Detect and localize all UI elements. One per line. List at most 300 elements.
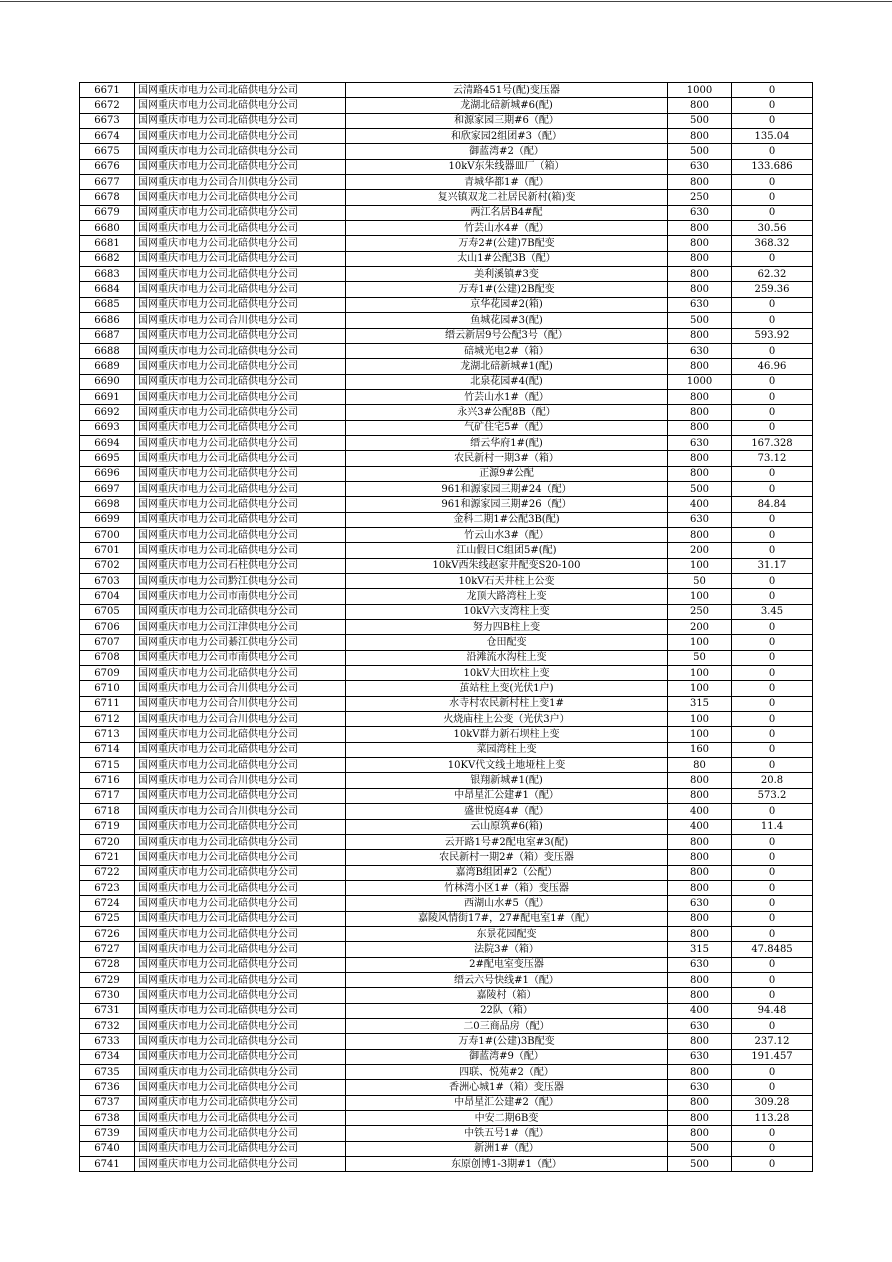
capacity-value: 800	[668, 880, 732, 895]
company-name: 国网重庆市电力公司黔江供电分公司	[135, 574, 346, 589]
load-value: 0	[732, 98, 813, 113]
transformer-name: 盛世悦庭4#（配）	[346, 804, 668, 819]
transformer-name: 云开路1号#2配电室#3(配)	[346, 834, 668, 849]
load-value: 0	[732, 83, 813, 98]
table-row	[80, 83, 813, 98]
load-value: 84.84	[732, 497, 813, 512]
row-index: 6703	[80, 574, 135, 589]
capacity-value: 500	[668, 1141, 732, 1156]
row-index: 6726	[80, 926, 135, 941]
capacity-value: 800	[668, 1111, 732, 1126]
transformer-name: 2#配电室变压器	[346, 957, 668, 972]
row-index: 6737	[80, 1095, 135, 1110]
row-index: 6697	[80, 481, 135, 496]
capacity-value: 630	[668, 435, 732, 450]
transformer-name: 鱼城花园#3(配)	[346, 313, 668, 328]
capacity-value: 500	[668, 313, 732, 328]
load-value: 0	[732, 1065, 813, 1080]
table-row	[80, 389, 813, 404]
company-name: 国网重庆市电力公司北碚供电分公司	[135, 666, 346, 681]
transformer-name: 缙云华府1#(配)	[346, 435, 668, 450]
row-index: 6693	[80, 420, 135, 435]
company-name: 国网重庆市电力公司合川供电分公司	[135, 712, 346, 727]
table-row	[80, 497, 813, 512]
capacity-value: 630	[668, 1080, 732, 1095]
capacity-value: 800	[668, 850, 732, 865]
transformer-name: 云山原筑#6(箱)	[346, 819, 668, 834]
load-value: 0	[732, 343, 813, 358]
transformer-name: 正源9#公配	[346, 466, 668, 481]
row-index: 6727	[80, 942, 135, 957]
load-value: 0	[732, 543, 813, 558]
capacity-value: 800	[668, 221, 732, 236]
capacity-value: 800	[668, 405, 732, 420]
table-row	[80, 819, 813, 834]
transformer-name: 法院3#（箱）	[346, 942, 668, 957]
company-name: 国网重庆市电力公司北碚供电分公司	[135, 359, 346, 374]
transformer-name: 10KV代文线土地垭柱上变	[346, 758, 668, 773]
transformer-name: 嘉湾B组团#2（公配）	[346, 865, 668, 880]
transformer-name: 气矿住宅5#（配）	[346, 420, 668, 435]
table-row	[80, 896, 813, 911]
company-name: 国网重庆市电力公司北碚供电分公司	[135, 144, 346, 159]
transformer-name: 四联、悦苑#2（配）	[346, 1065, 668, 1080]
table-row	[80, 926, 813, 941]
table-row	[80, 328, 813, 343]
row-index: 6733	[80, 1034, 135, 1049]
transformer-name: 万寿1#(公建)2B配变	[346, 282, 668, 297]
load-value: 94.48	[732, 1003, 813, 1018]
transformer-name: 西湖山水#5（配）	[346, 896, 668, 911]
row-index: 6706	[80, 620, 135, 635]
capacity-value: 100	[668, 681, 732, 696]
table-row	[80, 1157, 813, 1172]
capacity-value: 800	[668, 420, 732, 435]
company-name: 国网重庆市电力公司北碚供电分公司	[135, 926, 346, 941]
capacity-value: 250	[668, 190, 732, 205]
row-index: 6738	[80, 1111, 135, 1126]
table-row	[80, 144, 813, 159]
table-row	[80, 758, 813, 773]
load-value: 309.28	[732, 1095, 813, 1110]
capacity-value: 1000	[668, 83, 732, 98]
row-index: 6716	[80, 773, 135, 788]
company-name: 国网重庆市电力公司北碚供电分公司	[135, 159, 346, 174]
capacity-value: 630	[668, 896, 732, 911]
company-name: 国网重庆市电力公司北碚供电分公司	[135, 497, 346, 512]
row-index: 6718	[80, 804, 135, 819]
transformer-name: 10kV六支湾柱上变	[346, 604, 668, 619]
row-index: 6695	[80, 451, 135, 466]
capacity-value: 800	[668, 251, 732, 266]
row-index: 6683	[80, 267, 135, 282]
company-name: 国网重庆市电力公司北碚供电分公司	[135, 1126, 346, 1141]
table-row	[80, 589, 813, 604]
load-value: 0	[732, 527, 813, 542]
row-index: 6710	[80, 681, 135, 696]
load-value: 46.96	[732, 359, 813, 374]
row-index: 6672	[80, 98, 135, 113]
load-value: 0	[732, 742, 813, 757]
transformer-name: 二0三商品房（配）	[346, 1018, 668, 1033]
capacity-value: 315	[668, 942, 732, 957]
company-name: 国网重庆市电力公司北碚供电分公司	[135, 527, 346, 542]
transformer-name: 缙云新居9号公配3号（配）	[346, 328, 668, 343]
company-name: 国网重庆市电力公司北碚供电分公司	[135, 988, 346, 1003]
load-value: 11.4	[732, 819, 813, 834]
transformer-name: 新洲1#（配）	[346, 1141, 668, 1156]
load-value: 0	[732, 1141, 813, 1156]
load-value: 167.328	[732, 435, 813, 450]
row-index: 6704	[80, 589, 135, 604]
load-value: 47.8485	[732, 942, 813, 957]
table-body	[80, 83, 813, 1172]
table-row	[80, 435, 813, 450]
table-row	[80, 666, 813, 681]
company-name: 国网重庆市电力公司北碚供电分公司	[135, 420, 346, 435]
capacity-value: 800	[668, 1095, 732, 1110]
load-value: 20.8	[732, 773, 813, 788]
capacity-value: 80	[668, 758, 732, 773]
table-row	[80, 1065, 813, 1080]
company-name: 国网重庆市电力公司北碚供电分公司	[135, 788, 346, 803]
row-index: 6721	[80, 850, 135, 865]
row-index: 6723	[80, 880, 135, 895]
company-name: 国网重庆市电力公司北碚供电分公司	[135, 850, 346, 865]
load-value: 0	[732, 865, 813, 880]
transformer-name: 香洲心城1#（箱）变压器	[346, 1080, 668, 1095]
company-name: 国网重庆市电力公司北碚供电分公司	[135, 1141, 346, 1156]
capacity-value: 800	[668, 1034, 732, 1049]
transformer-name: 御蓝湾#9（配）	[346, 1049, 668, 1064]
table-row	[80, 527, 813, 542]
load-value: 0	[732, 620, 813, 635]
transformer-name: 嘉陵风情街17#，27#配电室1#（配）	[346, 911, 668, 926]
transformer-name: 10kV东朱线器皿厂（箱）	[346, 159, 668, 174]
row-index: 6689	[80, 359, 135, 374]
capacity-value: 800	[668, 911, 732, 926]
row-index: 6735	[80, 1065, 135, 1080]
transformer-name: 京华花园#2(箱)	[346, 297, 668, 312]
transformer-name: 江山假日C组团5#(配)	[346, 543, 668, 558]
capacity-value: 800	[668, 773, 732, 788]
company-name: 国网重庆市电力公司合川供电分公司	[135, 804, 346, 819]
company-name: 国网重庆市电力公司北碚供电分公司	[135, 880, 346, 895]
row-index: 6676	[80, 159, 135, 174]
row-index: 6708	[80, 650, 135, 665]
transformer-name: 嘉陵村（箱）	[346, 988, 668, 1003]
table-row	[80, 451, 813, 466]
table-row	[80, 880, 813, 895]
row-index: 6712	[80, 712, 135, 727]
capacity-value: 1000	[668, 374, 732, 389]
row-index: 6724	[80, 896, 135, 911]
load-value: 135.04	[732, 129, 813, 144]
capacity-value: 630	[668, 343, 732, 358]
row-index: 6719	[80, 819, 135, 834]
load-value: 0	[732, 405, 813, 420]
load-value: 0	[732, 988, 813, 1003]
row-index: 6677	[80, 175, 135, 190]
transformer-name: 努力四B柱上变	[346, 620, 668, 635]
row-index: 6694	[80, 435, 135, 450]
table-row	[80, 712, 813, 727]
load-value: 573.2	[732, 788, 813, 803]
transformer-name: 青城华都1#（配）	[346, 175, 668, 190]
capacity-value: 630	[668, 159, 732, 174]
company-name: 国网重庆市电力公司北碚供电分公司	[135, 742, 346, 757]
load-value: 133.686	[732, 159, 813, 174]
row-index: 6674	[80, 129, 135, 144]
capacity-value: 800	[668, 129, 732, 144]
company-name: 国网重庆市电力公司北碚供电分公司	[135, 221, 346, 236]
load-value: 0	[732, 834, 813, 849]
capacity-value: 100	[668, 558, 732, 573]
load-value: 0	[732, 696, 813, 711]
transformer-name: 农民新村一期3#（箱）	[346, 451, 668, 466]
row-index: 6709	[80, 666, 135, 681]
table-row	[80, 942, 813, 957]
company-name: 国网重庆市电力公司北碚供电分公司	[135, 129, 346, 144]
row-index: 6673	[80, 113, 135, 128]
row-index: 6684	[80, 282, 135, 297]
transformer-name: 茧站柱上变(光伏1户)	[346, 681, 668, 696]
capacity-value: 400	[668, 804, 732, 819]
row-index: 6701	[80, 543, 135, 558]
row-index: 6720	[80, 834, 135, 849]
transformer-table	[79, 82, 813, 1172]
row-index: 6691	[80, 389, 135, 404]
row-index: 6699	[80, 512, 135, 527]
row-index: 6734	[80, 1049, 135, 1064]
capacity-value: 800	[668, 1126, 732, 1141]
load-value: 0	[732, 466, 813, 481]
table-row	[80, 604, 813, 619]
company-name: 国网重庆市电力公司北碚供电分公司	[135, 466, 346, 481]
load-value: 0	[732, 712, 813, 727]
company-name: 国网重庆市电力公司北碚供电分公司	[135, 205, 346, 220]
table-row	[80, 620, 813, 635]
load-value: 0	[732, 251, 813, 266]
company-name: 国网重庆市电力公司北碚供电分公司	[135, 374, 346, 389]
table-row	[80, 1111, 813, 1126]
capacity-value: 800	[668, 282, 732, 297]
capacity-value: 800	[668, 98, 732, 113]
transformer-name: 10kV大田坎柱上变	[346, 666, 668, 681]
capacity-value: 100	[668, 635, 732, 650]
row-index: 6680	[80, 221, 135, 236]
capacity-value: 500	[668, 1157, 732, 1172]
row-index: 6729	[80, 972, 135, 987]
capacity-value: 100	[668, 666, 732, 681]
row-index: 6696	[80, 466, 135, 481]
company-name: 国网重庆市电力公司北碚供电分公司	[135, 896, 346, 911]
company-name: 国网重庆市电力公司江津供电分公司	[135, 620, 346, 635]
load-value: 0	[732, 589, 813, 604]
load-value: 0	[732, 1126, 813, 1141]
load-value: 0	[732, 113, 813, 128]
load-value: 0	[732, 574, 813, 589]
capacity-value: 50	[668, 574, 732, 589]
company-name: 国网重庆市电力公司北碚供电分公司	[135, 1049, 346, 1064]
load-value: 0	[732, 481, 813, 496]
load-value: 0	[732, 666, 813, 681]
capacity-value: 630	[668, 1018, 732, 1033]
load-value: 0	[732, 512, 813, 527]
transformer-name: 龙湖北碚新城#6(配)	[346, 98, 668, 113]
transformer-name: 10kV西朱线赵家井配变S20-100	[346, 558, 668, 573]
row-index: 6700	[80, 527, 135, 542]
row-index: 6692	[80, 405, 135, 420]
company-name: 国网重庆市电力公司北碚供电分公司	[135, 389, 346, 404]
table-row	[80, 850, 813, 865]
transformer-name: 和欣家园2组团#3（配）	[346, 129, 668, 144]
transformer-name: 10kV群力新石坝柱上变	[346, 727, 668, 742]
capacity-value: 100	[668, 589, 732, 604]
company-name: 国网重庆市电力公司綦江供电分公司	[135, 635, 346, 650]
row-index: 6685	[80, 297, 135, 312]
load-value: 113.28	[732, 1111, 813, 1126]
table-row	[80, 788, 813, 803]
company-name: 国网重庆市电力公司北碚供电分公司	[135, 83, 346, 98]
table-row	[80, 359, 813, 374]
capacity-value: 100	[668, 727, 732, 742]
capacity-value: 800	[668, 328, 732, 343]
load-value: 0	[732, 972, 813, 987]
capacity-value: 100	[668, 712, 732, 727]
load-value: 0	[732, 389, 813, 404]
transformer-name: 菜园湾柱上变	[346, 742, 668, 757]
capacity-value: 800	[668, 236, 732, 251]
company-name: 国网重庆市电力公司北碚供电分公司	[135, 727, 346, 742]
company-name: 国网重庆市电力公司北碚供电分公司	[135, 251, 346, 266]
table-row	[80, 481, 813, 496]
capacity-value: 315	[668, 696, 732, 711]
load-value: 0	[732, 681, 813, 696]
table-row	[80, 635, 813, 650]
company-name: 国网重庆市电力公司合川供电分公司	[135, 773, 346, 788]
load-value: 0	[732, 957, 813, 972]
table-row	[80, 159, 813, 174]
company-name: 国网重庆市电力公司合川供电分公司	[135, 313, 346, 328]
row-index: 6688	[80, 343, 135, 358]
row-index: 6702	[80, 558, 135, 573]
load-value: 0	[732, 911, 813, 926]
row-index: 6739	[80, 1126, 135, 1141]
row-index: 6713	[80, 727, 135, 742]
table-row	[80, 988, 813, 1003]
load-value: 30.56	[732, 221, 813, 236]
transformer-name: 两江名居B4#配	[346, 205, 668, 220]
table-row	[80, 865, 813, 880]
row-index: 6681	[80, 236, 135, 251]
table-row	[80, 282, 813, 297]
company-name: 国网重庆市电力公司北碚供电分公司	[135, 758, 346, 773]
transformer-name: 中铁五号1#（配）	[346, 1126, 668, 1141]
row-index: 6687	[80, 328, 135, 343]
table-row	[80, 297, 813, 312]
table-row	[80, 420, 813, 435]
capacity-value: 800	[668, 527, 732, 542]
load-value: 259.36	[732, 282, 813, 297]
row-index: 6731	[80, 1003, 135, 1018]
transformer-name: 龙顶大路湾柱上变	[346, 589, 668, 604]
company-name: 国网重庆市电力公司北碚供电分公司	[135, 405, 346, 420]
transformer-name: 缙云六号快线#1（配）	[346, 972, 668, 987]
transformer-name: 太山1#公配3B（配）	[346, 251, 668, 266]
load-value: 0	[732, 1018, 813, 1033]
company-name: 国网重庆市电力公司合川供电分公司	[135, 681, 346, 696]
transformer-name: 农民新村一期2#（箱）变压器	[346, 850, 668, 865]
transformer-name: 和源家园三期#6（配）	[346, 113, 668, 128]
table-row	[80, 374, 813, 389]
capacity-value: 800	[668, 175, 732, 190]
capacity-value: 400	[668, 1003, 732, 1018]
transformer-name: 中昂星汇公建#1（配）	[346, 788, 668, 803]
table-row	[80, 574, 813, 589]
transformer-name: 东景花园配变	[346, 926, 668, 941]
table-row	[80, 313, 813, 328]
table-row	[80, 1126, 813, 1141]
load-value: 191.457	[732, 1049, 813, 1064]
transformer-name: 美利溪镇#3变	[346, 267, 668, 282]
company-name: 国网重庆市电力公司北碚供电分公司	[135, 1080, 346, 1095]
transformer-name: 961和源家园三期#24（配）	[346, 481, 668, 496]
table-row	[80, 1141, 813, 1156]
table-row	[80, 267, 813, 282]
load-value: 0	[732, 205, 813, 220]
row-index: 6717	[80, 788, 135, 803]
capacity-value: 400	[668, 819, 732, 834]
transformer-name: 水寺村农民新村柱上变1#	[346, 696, 668, 711]
table-row	[80, 251, 813, 266]
transformer-name: 北泉花园#4(配)	[346, 374, 668, 389]
load-value: 0	[732, 650, 813, 665]
transformer-name: 火烧庙柱上公变（光伏3户）	[346, 712, 668, 727]
row-index: 6675	[80, 144, 135, 159]
company-name: 国网重庆市电力公司北碚供电分公司	[135, 1111, 346, 1126]
transformer-name: 竹云山水3#（配）	[346, 527, 668, 542]
load-value: 593.92	[732, 328, 813, 343]
row-index: 6714	[80, 742, 135, 757]
table-row	[80, 221, 813, 236]
row-index: 6682	[80, 251, 135, 266]
table-row	[80, 1034, 813, 1049]
company-name: 国网重庆市电力公司北碚供电分公司	[135, 942, 346, 957]
company-name: 国网重庆市电力公司北碚供电分公司	[135, 1018, 346, 1033]
capacity-value: 800	[668, 834, 732, 849]
company-name: 国网重庆市电力公司北碚供电分公司	[135, 267, 346, 282]
capacity-value: 800	[668, 788, 732, 803]
load-value: 0	[732, 190, 813, 205]
capacity-value: 500	[668, 481, 732, 496]
capacity-value: 250	[668, 604, 732, 619]
row-index: 6707	[80, 635, 135, 650]
transformer-name: 竹芸山水1#（配）	[346, 389, 668, 404]
company-name: 国网重庆市电力公司北碚供电分公司	[135, 190, 346, 205]
row-index: 6679	[80, 205, 135, 220]
company-name: 国网重庆市电力公司石柱供电分公司	[135, 558, 346, 573]
table-row	[80, 343, 813, 358]
company-name: 国网重庆市电力公司北碚供电分公司	[135, 451, 346, 466]
transformer-name: 永兴3#公配8B（配）	[346, 405, 668, 420]
table-row	[80, 236, 813, 251]
capacity-value: 800	[668, 267, 732, 282]
row-index: 6722	[80, 865, 135, 880]
company-name: 国网重庆市电力公司北碚供电分公司	[135, 819, 346, 834]
company-name: 国网重庆市电力公司北碚供电分公司	[135, 834, 346, 849]
transformer-name: 金科二期1#公配3B(配)	[346, 512, 668, 527]
